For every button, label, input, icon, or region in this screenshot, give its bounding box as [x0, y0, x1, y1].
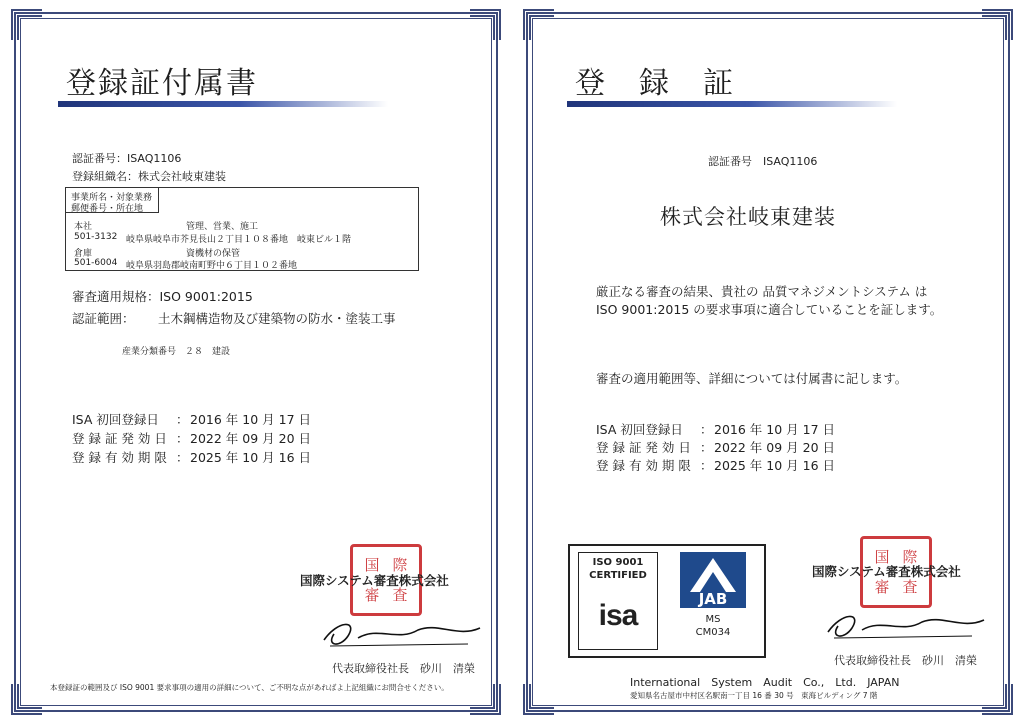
signature [822, 608, 992, 644]
body-text: 審査の適用範囲等、詳細については付属書に記します。 [596, 371, 908, 386]
iso-label: ISO 9001 [592, 557, 644, 568]
scope-value: 土木鋼構造物及び建築物の防水・塗装工事 [158, 311, 396, 326]
site-table [65, 187, 419, 271]
table-cell: 倉庫 [74, 249, 93, 259]
date-label: 登 録 有 効 期 限 [72, 450, 167, 465]
jab-emblem [680, 552, 746, 608]
date-label: 登 録 証 発 効 日 [596, 440, 691, 455]
page-title: 登 録 証 [575, 66, 735, 101]
date-value: 2025 年 10 月 16 日 [190, 450, 311, 465]
table-cell: 501-3132 [74, 232, 118, 242]
date-value: 2025 年 10 月 16 日 [714, 458, 835, 473]
page-title: 登録証付属書 [66, 66, 258, 101]
scope-label: 認証範囲： [72, 311, 135, 326]
isa-mark: isa [598, 599, 638, 632]
company-name: 国際システム審査株式会社 [812, 564, 961, 579]
jab-mark: JAB [698, 590, 728, 608]
corner-ornament-icon [468, 682, 502, 716]
company-address: 愛知県名古屋市中村区名駅南一丁目 16 番 30 号 東海ビルディング 7 階 [630, 691, 878, 700]
table-header: 郵便番号・所在地 [71, 204, 144, 214]
date-sep: ： [176, 431, 189, 446]
date-sep: ： [700, 422, 713, 437]
isa-logo [578, 552, 658, 650]
date-sep: ： [700, 458, 713, 473]
signer-name: 代表取締役社長 砂川 清榮 [332, 662, 475, 675]
corner-ornament-icon [10, 682, 44, 716]
table-cell: 岐阜県羽島郡岐南町野中６丁目１０２番地 [126, 261, 298, 271]
company-name: 国際システム審査株式会社 [300, 573, 449, 588]
certificate-page [512, 0, 1024, 724]
date-sep: ： [700, 440, 713, 455]
cert-number: 認証番号：ISAQ1106 [72, 152, 182, 165]
company-seal: 国 際 審 査 [860, 536, 932, 608]
date-sep: ： [176, 412, 189, 427]
cert-number: 認証番号 ISAQ1106 [708, 155, 818, 168]
table-cell: 本社 [74, 222, 93, 232]
corner-ornament-icon [522, 682, 556, 716]
date-label: 登 録 証 発 効 日 [72, 431, 167, 446]
corner-ornament-icon [980, 8, 1014, 42]
title-underline [567, 101, 897, 107]
date-label: ISA 初回登録日 [596, 422, 683, 437]
body-text: ISO 9001:2015 の要求事項に適合していることを証します。 [596, 302, 943, 317]
date-value: 2022 年 09 月 20 日 [714, 440, 835, 455]
accreditation-code: CM034 [695, 627, 731, 638]
date-value: 2022 年 09 月 20 日 [190, 431, 311, 446]
title-underline [58, 101, 388, 107]
iso-certified-label: CERTIFIED [589, 570, 647, 581]
corner-ornament-icon [522, 8, 556, 42]
jab-logo [674, 552, 752, 648]
certification-logo [568, 544, 766, 658]
table-header: 事業所名・対象業務 [71, 193, 153, 203]
org-name: 株式会社岐東建装 [660, 205, 836, 229]
table-cell: 501-6004 [74, 258, 118, 268]
corner-ornament-icon [10, 8, 44, 42]
date-label: 登 録 有 効 期 限 [596, 458, 691, 473]
date-value: 2016 年 10 月 17 日 [714, 422, 835, 437]
corner-ornament-icon [468, 8, 502, 42]
english-company-name: International System Audit Co., Ltd. JAPAN [630, 676, 900, 689]
signer-name: 代表取締役社長 砂川 清榮 [834, 654, 977, 667]
signature [318, 616, 488, 652]
table-cell: 管理、営業、施工 [186, 222, 259, 232]
body-text: 厳正なる審査の結果、貴社の 品質マネジメントシステム は [596, 284, 928, 299]
table-cell: 岐阜県岐阜市芥見長山２丁目１０８番地 岐東ビル１階 [126, 235, 352, 245]
company-seal: 国 際 審 査 [350, 544, 422, 616]
footnote: 本登録証の範囲及び ISO 9001 要求事項の適用の詳細について、ご不明な点があればよ上記組織にお問合せください。 [50, 683, 449, 692]
date-value: 2016 年 10 月 17 日 [190, 412, 311, 427]
table-cell: 資機材の保管 [186, 249, 241, 259]
corner-ornament-icon [980, 682, 1014, 716]
org-name: 登録組織名：株式会社岐東建装 [72, 170, 226, 183]
ms-label: MS [705, 614, 721, 625]
industry-code: 産業分類番号 ２８ 建設 [122, 347, 231, 357]
standard: 審査適用規格：ISO 9001:2015 [72, 289, 253, 304]
date-sep: ： [176, 450, 189, 465]
date-label: ISA 初回登録日 [72, 412, 159, 427]
